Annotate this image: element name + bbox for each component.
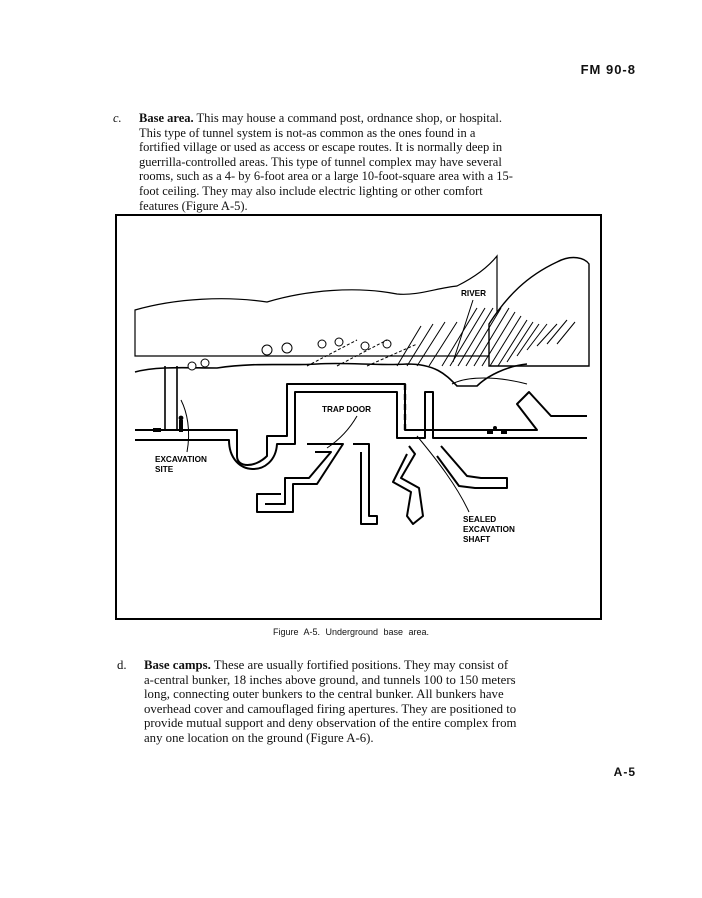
paragraph-heading: Base camps.	[144, 658, 211, 672]
label-sealed-line2: EXCAVATION	[463, 525, 515, 534]
label-sealed-line3: SHAFT	[463, 535, 491, 544]
background-hills	[135, 256, 497, 356]
figures	[153, 416, 507, 434]
paragraph-marker: c.	[113, 111, 122, 125]
page-number: A-5	[613, 765, 636, 779]
entry-shaft	[165, 366, 177, 430]
label-sealed-line1: SEALED	[463, 515, 497, 524]
tunnel-illustration	[117, 216, 602, 620]
paragraph-body: These are usually fortified positions. They may consist of a-central bunker, 18 inches above ground, and tunnels 100 to 150 meters long, connecting outer bunkers to the central bunker. All bunkers have overhead cover and camouflaged firing apertures. They are positioned to provide mutual support and deny observation of the entire complex from any one location on the ground (Figure A-6).	[144, 658, 517, 745]
figure-underground-base-area	[115, 214, 602, 620]
paragraph-d	[117, 658, 520, 746]
document-id: FM 90-8	[580, 62, 636, 77]
river	[452, 378, 527, 384]
label-excavation-line1: EXCAVATION	[155, 455, 207, 464]
figure-caption: Figure A-5. Underground base area.	[272, 627, 430, 637]
mountain-right	[489, 258, 589, 366]
paragraph-heading: Base area.	[139, 111, 194, 125]
label-river: RIVER	[461, 289, 487, 298]
paragraph-marker: d.	[117, 658, 127, 672]
paragraph-body: This may house a command post, ordnance shop, or hospital. This type of tunnel system is not-as common as the ones found in a fortified village or used as access or escape routes. It is normally deep in guerrilla-controlled areas. This type of tunnel complex may have several rooms, such as a 4- by 6-foot area or a large 10-foot-square area with a 15-foot ceiling. They may also include electric lighting or other comfort features (Figure A-5).	[139, 111, 513, 213]
label-trap-door: TRAP DOOR	[322, 405, 371, 414]
label-excavation-line2: SITE	[155, 465, 174, 474]
paragraph-c	[113, 111, 519, 213]
